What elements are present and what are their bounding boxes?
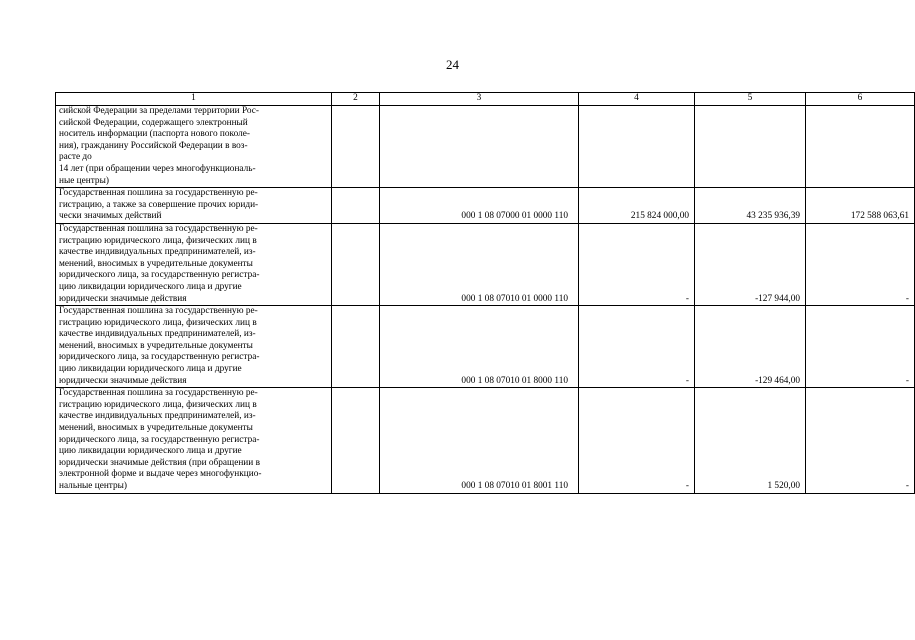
row-code: 000 1 08 07010 01 8001 110 — [380, 388, 579, 493]
description-line: менений, вносимых в учредительные документы — [59, 258, 253, 269]
row-executed-amount: -129 464,00 — [695, 306, 806, 388]
page-number: 24 — [446, 57, 459, 72]
table-row — [56, 188, 915, 224]
description-line: менений, вносимых в учредительные документы — [59, 340, 253, 351]
row-code: 000 1 08 07010 01 8000 110 — [380, 306, 579, 388]
row-executed-amount: -127 944,00 — [695, 223, 806, 305]
description-line: носитель информации (паспорта нового поколе- — [59, 129, 250, 140]
row-description — [56, 306, 332, 388]
description-line: юридически значимые действия (при обращении в — [59, 457, 260, 468]
description-line: цию ликвидации юридического лица и другие — [59, 446, 242, 457]
row-column-2 — [332, 306, 380, 388]
row-plan-amount — [579, 106, 695, 188]
row-code — [380, 106, 579, 188]
row-column-2 — [332, 106, 380, 188]
column-header-1: 1 — [56, 93, 332, 106]
row-plan-amount: - — [579, 306, 695, 388]
description-line: чески значимых действий — [59, 211, 162, 222]
row-remainder-amount: - — [806, 388, 915, 493]
column-header-6: 6 — [806, 93, 915, 106]
row-code: 000 1 08 07000 01 0000 110 — [380, 188, 579, 224]
table-row — [56, 388, 915, 493]
description-line: цию ликвидации юридического лица и другие — [59, 281, 242, 292]
description-line: расте до — [59, 152, 92, 163]
row-plan-amount: 215 824 000,00 — [579, 188, 695, 224]
description-line: гистрацию, а также за совершение прочих юриди- — [59, 199, 259, 210]
table-header-row — [56, 93, 915, 106]
row-description — [56, 223, 332, 305]
description-line: юридически значимые действия — [59, 293, 187, 304]
row-executed-amount — [695, 106, 806, 188]
budget-table — [55, 92, 915, 494]
row-description — [56, 388, 332, 493]
description-line: нальные центры) — [59, 481, 127, 491]
description-line: юридического лица, за государственную регистра- — [59, 352, 260, 363]
row-column-2 — [332, 223, 380, 305]
table-row — [56, 223, 915, 305]
description-line: Государственная пошлина за государственную ре- — [59, 388, 258, 399]
table-row — [56, 106, 915, 188]
row-remainder-amount: - — [806, 223, 915, 305]
description-line: юридического лица, за государственную регистра- — [59, 270, 260, 281]
row-remainder-amount — [806, 106, 915, 188]
row-description — [56, 188, 332, 224]
row-remainder-amount: 172 588 063,61 — [806, 188, 915, 224]
description-line: сийской Федерации за пределами территории Рос- — [59, 106, 259, 116]
description-line: 14 лет (при обращении через многофункциональ- — [59, 163, 256, 174]
description-line: гистрацию юридического лица, физических лиц в — [59, 317, 257, 328]
description-line: качестве индивидуальных предпринимателей, из- — [59, 411, 256, 422]
table-row — [56, 306, 915, 388]
column-header-3: 3 — [380, 93, 579, 106]
description-line: качестве индивидуальных предпринимателей, из- — [59, 247, 256, 258]
row-code: 000 1 08 07010 01 0000 110 — [380, 223, 579, 305]
row-plan-amount: - — [579, 223, 695, 305]
description-line: ные центры) — [59, 175, 109, 186]
column-header-5: 5 — [695, 93, 806, 106]
description-line: электронной форме и выдаче через многофункцио- — [59, 469, 262, 480]
row-column-2 — [332, 388, 380, 493]
row-remainder-amount: - — [806, 306, 915, 388]
description-line: гистрацию юридического лица, физических лиц в — [59, 399, 257, 410]
description-line: Государственная пошлина за государственную ре- — [59, 223, 258, 234]
description-line: гистрацию юридического лица, физических лиц в — [59, 235, 257, 246]
description-line: цию ликвидации юридического лица и другие — [59, 364, 242, 375]
description-line: юридически значимые действия — [59, 375, 187, 386]
description-line: ния), гражданину Российской Федерации в воз- — [59, 140, 248, 151]
description-line: юридического лица, за государственную регистра- — [59, 434, 260, 445]
description-line: качестве индивидуальных предпринимателей, из- — [59, 329, 256, 340]
column-header-2: 2 — [332, 93, 380, 106]
row-plan-amount: - — [579, 388, 695, 493]
description-line: менений, вносимых в учредительные документы — [59, 423, 253, 434]
row-column-2 — [332, 188, 380, 224]
description-line: Государственная пошлина за государственную ре- — [59, 306, 258, 317]
row-executed-amount: 43 235 936,39 — [695, 188, 806, 224]
column-header-4: 4 — [579, 93, 695, 106]
row-executed-amount: 1 520,00 — [695, 388, 806, 493]
description-line: сийской Федерации, содержащего электронный — [59, 117, 248, 128]
description-line: Государственная пошлина за государственную ре- — [59, 188, 258, 199]
row-description — [56, 106, 332, 188]
